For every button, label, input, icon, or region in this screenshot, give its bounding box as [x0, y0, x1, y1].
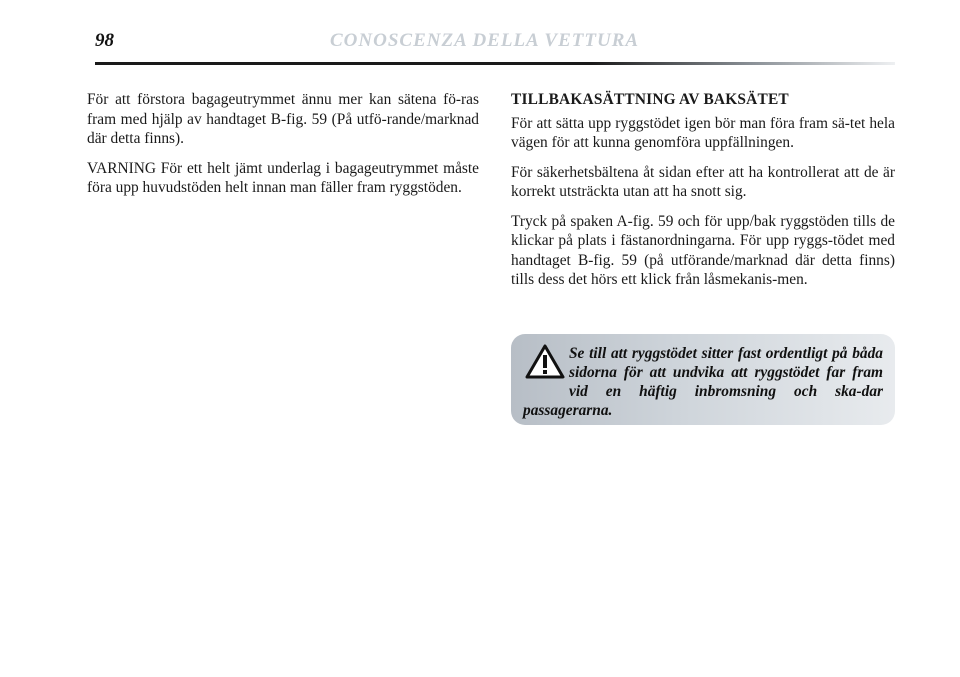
- warning-text: Se till att ryggstödet sitter fast ordentligt på båda sidorna för att undvika att ryggstödet far fram vid en häftig inbromsning och ska-dar passagerarna.: [523, 345, 883, 419]
- header-rule: [95, 62, 895, 65]
- warning-box: [511, 334, 895, 425]
- warning-triangle-icon: [525, 344, 565, 380]
- page-number: 98: [95, 30, 114, 51]
- header-title: CONOSCENZA DELLA VETTURA: [330, 30, 640, 51]
- left-paragraph-1: För att förstora bagageutrymmet ännu mer kan sätena fö-ras fram med hjälp av handtaget B-fig. 59 (På utfö-rande/marknad där detta finns).: [87, 91, 479, 147]
- right-paragraph-3: Tryck på spaken A-fig. 59 och för upp/bak ryggstöden tills de klickar på plats i fästanordningarna. För upp ryggs-tödet med handtaget B-fig. 59 (på utförande/marknad där detta finns) tills dess det hörs ett klick från låsmekanis-men.: [511, 212, 895, 288]
- right-paragraph-2: För säkerhetsbältena åt sidan efter att ha kontrollerat att de är korrekt utsträckta utan att ha snott sig.: [511, 163, 895, 200]
- left-column: [87, 90, 479, 208]
- left-paragraph-2: VARNING För ett helt jämt underlag i bagageutrymmet måste föra upp huvudstöden helt innan man fäller fram ryggstöden.: [87, 159, 479, 196]
- right-column: [511, 90, 895, 300]
- right-paragraph-1: För att sätta upp ryggstödet igen bör man föra fram sä-tet hela vägen för att kunna genomföra uppfällningen.: [511, 114, 895, 151]
- section-heading: TILLBAKASÄTTNING AV BAKSÄTET: [511, 91, 789, 108]
